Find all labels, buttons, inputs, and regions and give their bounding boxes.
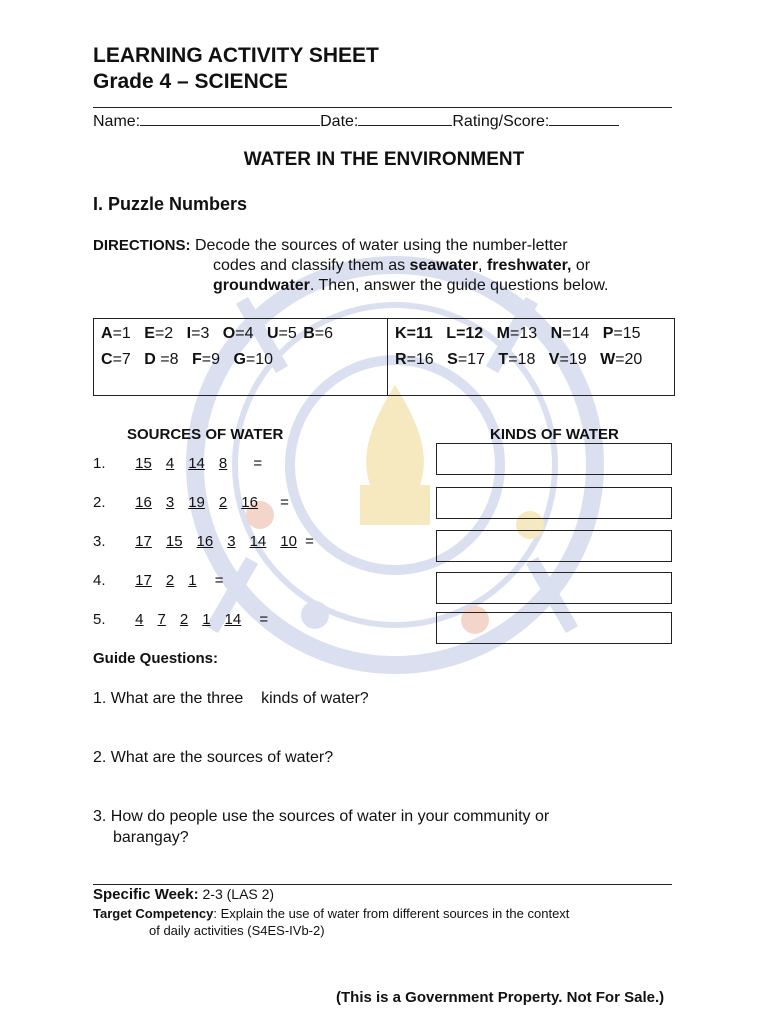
code-item: B=6 <box>303 325 334 342</box>
code-item: K=11 <box>395 325 433 342</box>
puzzle-item: 3. 17 15 16 3 14 10 = <box>93 533 314 550</box>
specific-week: Specific Week: 2-3 (LAS 2) <box>93 886 275 903</box>
code-item: F=9 <box>191 351 220 368</box>
answer-box-4[interactable] <box>436 572 672 604</box>
kinds-column-header: KINDS OF WATER <box>490 426 619 443</box>
guide-question-3-cont: barangay? <box>113 829 189 846</box>
code-item: R=16 <box>395 351 434 368</box>
answer-box-5[interactable] <box>436 612 672 644</box>
government-property-notice: (This is a Government Property. Not For Sale.) <box>336 989 665 1006</box>
code-item: E=2 <box>144 325 174 342</box>
name-label: Name: <box>93 113 141 130</box>
seawater-term: seawater <box>409 257 479 274</box>
freshwater-term: freshwater, <box>486 257 572 274</box>
code-item: T=18 <box>498 351 536 368</box>
code-table-right <box>388 319 675 396</box>
date-blank[interactable] <box>358 111 452 126</box>
date-label: Date: <box>320 113 359 130</box>
footer-divider <box>93 884 672 885</box>
guide-question-1: 1. What are the three kinds of water? <box>93 690 369 707</box>
code-row-right-1 <box>395 325 667 351</box>
rating-blank[interactable] <box>549 111 619 126</box>
groundwater-term: groundwater <box>213 277 310 294</box>
code-item: V=19 <box>548 351 587 368</box>
code-item: C=7 <box>101 351 131 368</box>
code-item: M=13 <box>496 325 538 342</box>
puzzle-item: 1. 15 4 14 8 = <box>93 455 263 472</box>
code-item: P=15 <box>602 325 641 342</box>
directions-line2: codes and classify them as seawater, freshwater, or <box>213 257 591 274</box>
target-competency-cont: of daily activities (S4ES-IVb-2) <box>149 923 325 938</box>
guide-question-2: 2. What are the sources of water? <box>93 749 334 766</box>
rating-label: Rating/Score: <box>452 113 550 130</box>
name-blank[interactable] <box>140 111 320 126</box>
sources-column-header: SOURCES OF WATER <box>127 426 284 443</box>
guide-questions-title: Guide Questions: <box>93 650 219 667</box>
page-title: WATER IN THE ENVIRONMENT <box>243 149 525 170</box>
directions-label: DIRECTIONS: <box>93 237 191 254</box>
number-letter-code-table <box>93 318 675 396</box>
answer-box-3[interactable] <box>436 530 672 562</box>
target-competency: Target Competency: Explain the use of water from different sources in the context <box>93 906 570 921</box>
guide-question-3: 3. How do people use the sources of water in your community or <box>93 808 550 825</box>
code-row-left-1 <box>101 325 380 351</box>
puzzle-item: 4. 17 2 1 = <box>93 572 224 589</box>
code-item: W=20 <box>600 351 643 368</box>
code-item: N=14 <box>550 325 590 342</box>
code-item: U=5 <box>266 325 297 342</box>
code-item: S=17 <box>447 351 485 368</box>
answer-box-2[interactable] <box>436 487 672 519</box>
answer-box-1[interactable] <box>436 443 672 475</box>
code-table-left <box>94 319 388 396</box>
puzzle-item: 2. 16 3 19 2 16 = <box>93 494 289 511</box>
code-row-left-2 <box>101 351 380 369</box>
directions-line3: groundwater. Then, answer the guide questions below. <box>213 277 609 294</box>
code-item: I=3 <box>186 325 210 342</box>
code-row-right-2 <box>395 351 667 369</box>
sheet-title: LEARNING ACTIVITY SHEET <box>93 44 379 67</box>
directions: DIRECTIONS: Decode the sources of water using the number-letter <box>93 237 568 254</box>
header-divider <box>93 107 672 108</box>
grade-subject: Grade 4 – SCIENCE <box>93 70 288 93</box>
code-item: D =8 <box>144 351 179 368</box>
code-item: G=10 <box>233 351 274 368</box>
code-item: A=1 <box>101 325 131 342</box>
student-info-line <box>93 111 673 131</box>
puzzle-item: 5. 4 7 2 1 14 = <box>93 611 269 628</box>
code-item: L=12 <box>446 325 484 342</box>
section-title: I. Puzzle Numbers <box>93 194 248 214</box>
code-item: O=4 <box>222 325 254 342</box>
